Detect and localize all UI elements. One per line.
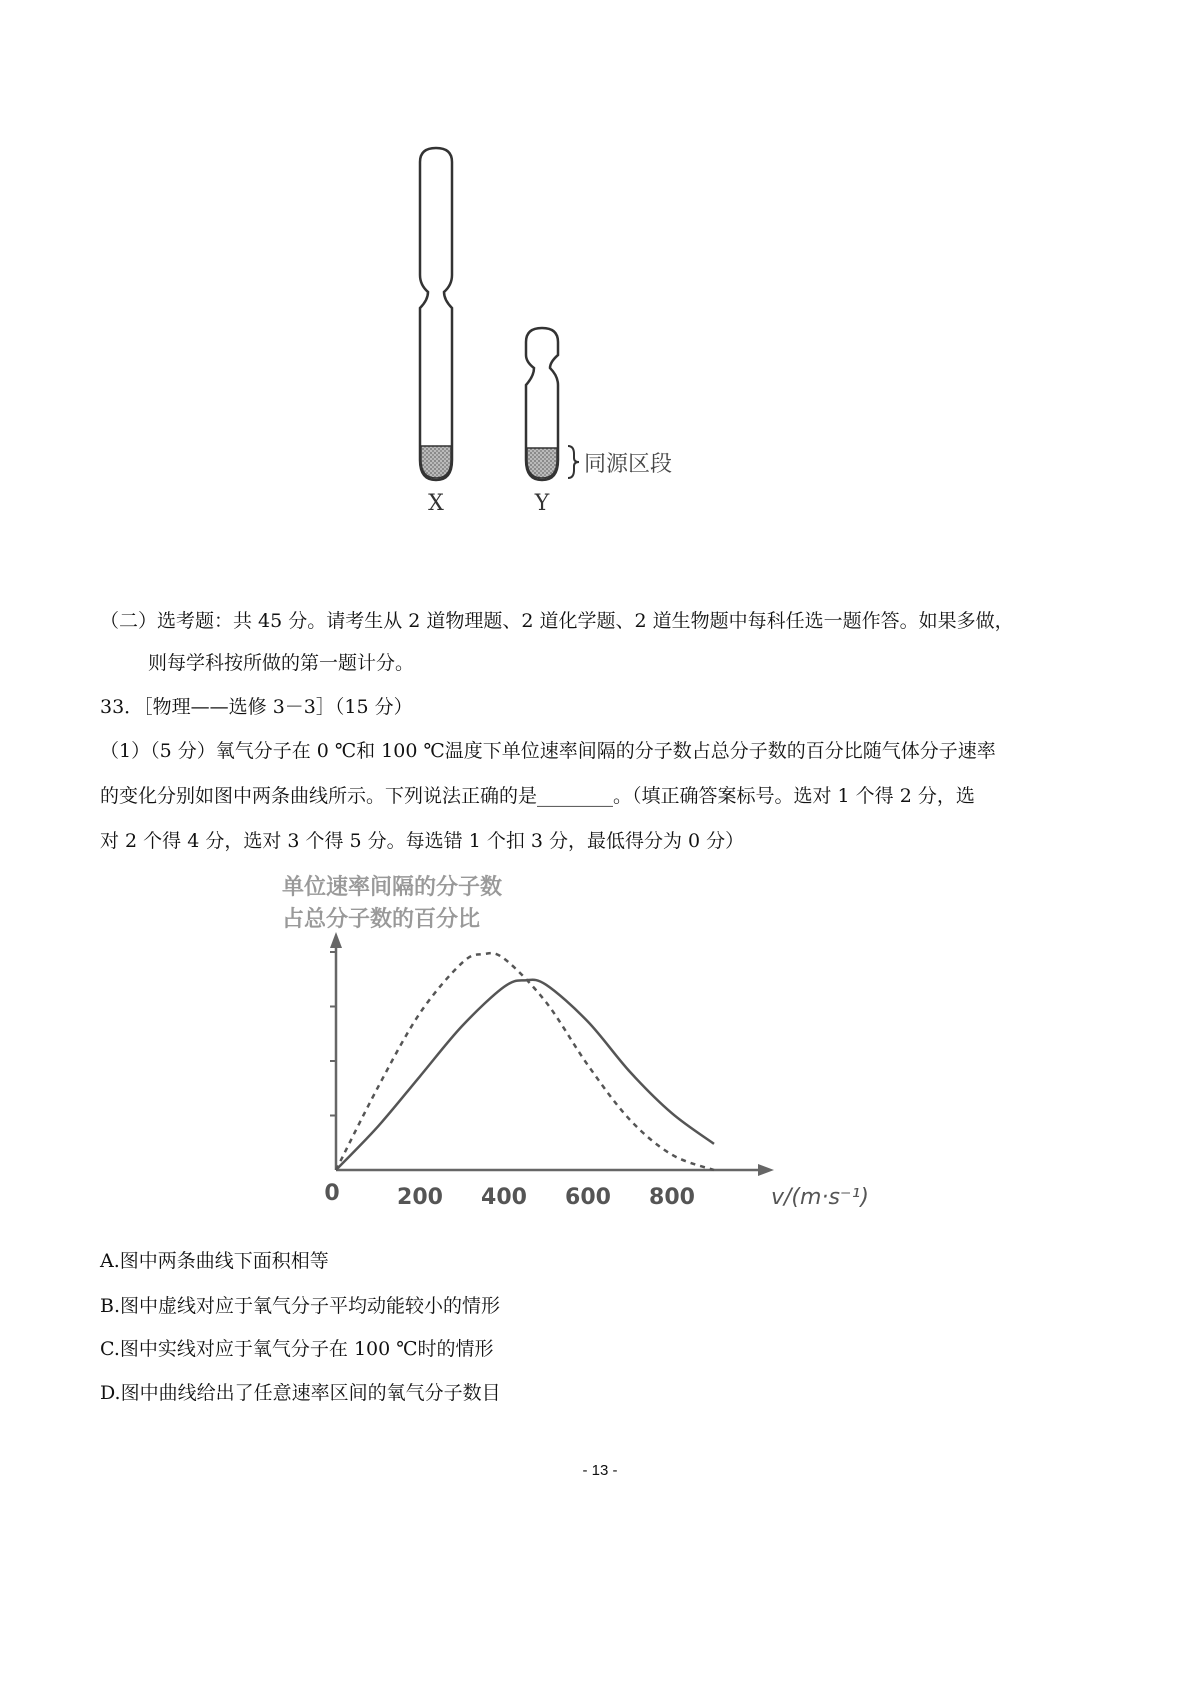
option-a: A.图中两条曲线下面积相等 (100, 1250, 329, 1272)
x-tick-label: 800 (649, 1185, 695, 1210)
x-tick-label: 600 (565, 1185, 611, 1210)
x-homologous-segment (421, 446, 451, 478)
brace (568, 446, 579, 478)
x-axis-arrow (758, 1164, 774, 1176)
question-title: 33．［物理——选修 3－3］（15 分） (100, 696, 413, 718)
question-part1-line1: （1）（5 分）氧气分子在 0 ℃和 100 ℃温度下单位速率间隔的分子数占总分子数的百分比随气体分子速率 (100, 740, 996, 762)
option-b: B.图中虚线对应于氧气分子平均动能较小的情形 (100, 1295, 501, 1317)
solid-curve (336, 980, 714, 1170)
section-heading-line2: 则每学科按所做的第一题计分。 (148, 652, 415, 674)
dashed-curve (336, 953, 714, 1170)
page-number: - 13 - (582, 1462, 618, 1479)
y-axis-arrow (330, 932, 342, 948)
origin-label: 0 (324, 1181, 340, 1206)
chart-ylabel-line2: 占总分子数的百分比 (282, 907, 481, 932)
y-label: Y (534, 491, 550, 516)
question-part1-line3: 对 2 个得 4 分，选对 3 个得 5 分。每选错 1 个扣 3 分，最低得分为 0 分） (100, 830, 745, 852)
x-chromosome (420, 148, 452, 480)
option-d: D.图中曲线给出了任意速率区间的氧气分子数目 (100, 1382, 501, 1404)
x-tick-label: 200 (397, 1185, 443, 1210)
velocity-distribution-chart (270, 868, 869, 1228)
homologous-label: 同源区段 (584, 452, 673, 477)
option-c: C.图中实线对应于氧气分子在 100 ℃时的情形 (100, 1338, 494, 1360)
chart-ylabel-line1: 单位速率间隔的分子数 (282, 875, 503, 900)
chromosome-figure (410, 140, 730, 530)
x-tick-label: 400 (481, 1185, 527, 1210)
x-label: X (428, 491, 444, 516)
section-heading-line1: （二）选考题：共 45 分。请考生从 2 道物理题、2 道化学题、2 道生物题中每科任选一题作答。如果多做， (100, 610, 1014, 632)
x-axis-label: v/(m·s⁻¹) (771, 1185, 869, 1210)
question-part1-line2: 的变化分别如图中两条曲线所示。下列说法正确的是________。（填正确答案标号。选对 1 个得 2 分，选 (100, 785, 975, 807)
y-homologous-segment (527, 448, 557, 478)
